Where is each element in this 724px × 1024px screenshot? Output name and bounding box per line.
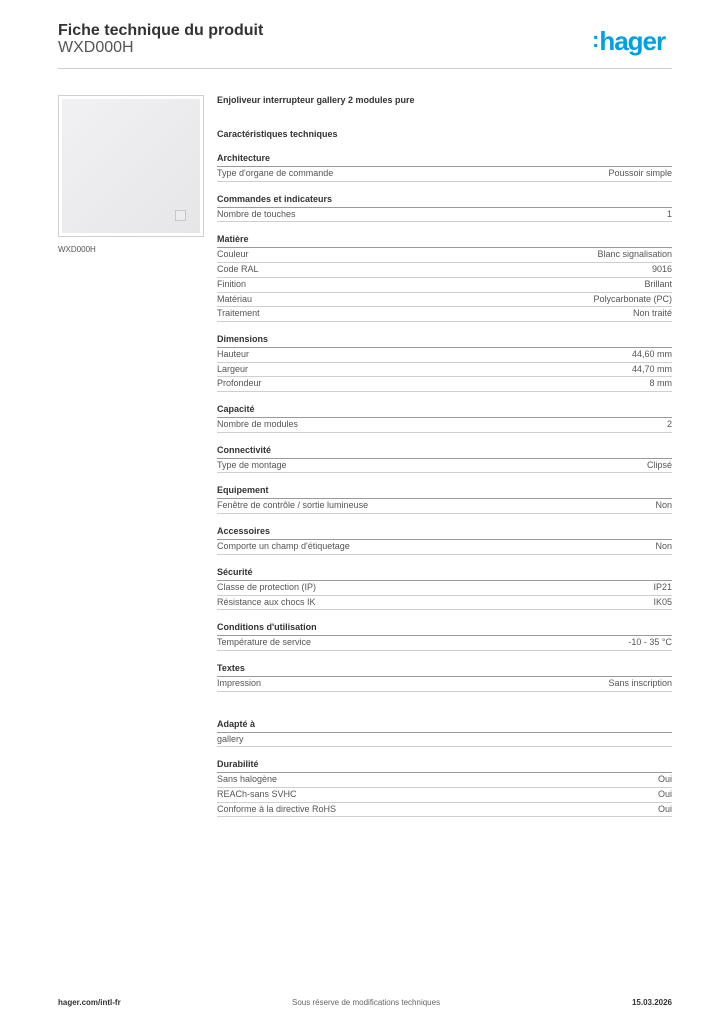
hager-logo: :hager xyxy=(592,26,666,56)
spec-value: 9016 xyxy=(651,264,672,275)
spec-value: IP21 xyxy=(653,581,672,592)
section-spacer xyxy=(217,703,672,718)
section-title: Accessoires xyxy=(217,525,672,540)
spec-section xyxy=(217,484,672,514)
spec-section xyxy=(217,233,672,322)
spec-section xyxy=(217,758,672,817)
spec-value: Oui xyxy=(657,774,672,785)
spec-section xyxy=(217,566,672,610)
spec-value: Sans inscription xyxy=(608,677,672,688)
spec-label: Sans halogène xyxy=(217,774,278,785)
spec-section xyxy=(217,403,672,433)
spec-row xyxy=(217,263,672,278)
section-title: Commandes et indicateurs xyxy=(217,193,672,208)
spec-value: Clipsé xyxy=(646,459,672,470)
spec-label: Conforme à la directive RoHS xyxy=(217,803,337,814)
section-title: Sécurité xyxy=(217,566,672,581)
spec-row xyxy=(217,293,672,308)
spec-value: Non xyxy=(655,500,672,511)
section-title: Conditions d'utilisation xyxy=(217,621,672,636)
spec-section xyxy=(217,621,672,651)
spec-row xyxy=(217,499,672,514)
spec-row xyxy=(217,278,672,293)
spec-row xyxy=(217,348,672,363)
spec-section xyxy=(217,718,672,748)
spec-value: IK05 xyxy=(653,596,672,607)
section-title: Matière xyxy=(217,233,672,248)
spec-row xyxy=(217,773,672,788)
section-title: Architecture xyxy=(217,152,672,167)
spec-label: Classe de protection (IP) xyxy=(217,581,317,592)
spec-value: Polycarbonate (PC) xyxy=(593,293,672,304)
spec-value: Non traité xyxy=(632,308,672,319)
spec-value: Oui xyxy=(657,789,672,800)
spec-label: Couleur xyxy=(217,249,249,260)
spec-section xyxy=(217,525,672,555)
spec-label: Fenêtre de contrôle / sortie lumineuse xyxy=(217,500,369,511)
spec-value: 8 mm xyxy=(649,378,672,389)
footer-website[interactable]: hager.com/intl-fr xyxy=(58,998,121,1007)
product-image xyxy=(58,95,204,237)
spec-row xyxy=(217,377,672,392)
spec-row xyxy=(217,459,672,474)
product-name: Enjoliveur interrupteur gallery 2 modules pure xyxy=(217,95,415,105)
spec-value: 44,60 mm xyxy=(631,348,672,359)
spec-label: Type d'organe de commande xyxy=(217,168,334,178)
spec-row xyxy=(217,581,672,596)
spec-value: -10 - 35 °C xyxy=(628,637,672,648)
spec-value: Poussoir simple xyxy=(608,168,672,178)
product-image-plate xyxy=(62,99,200,233)
spec-row xyxy=(217,208,672,223)
spec-content xyxy=(217,95,672,828)
spec-label: Traitement xyxy=(217,308,260,319)
product-reference: WXD000H xyxy=(58,39,134,56)
spec-value: 1 xyxy=(666,208,672,219)
spec-value: Blanc signalisation xyxy=(597,249,672,260)
spec-value: Brillant xyxy=(644,278,672,289)
spec-label: Résistance aux chocs IK xyxy=(217,596,316,607)
spec-label: gallery xyxy=(217,733,244,744)
spec-value: 2 xyxy=(666,419,672,430)
footer-notice: Sous réserve de modifications techniques xyxy=(292,998,441,1007)
spec-row xyxy=(217,248,672,263)
spec-value: Non xyxy=(655,541,672,552)
spec-row xyxy=(217,418,672,433)
spec-section xyxy=(217,193,672,223)
spec-label: Type de montage xyxy=(217,459,287,470)
spec-row xyxy=(217,596,672,611)
spec-label: Code RAL xyxy=(217,264,259,275)
spec-value: 44,70 mm xyxy=(631,363,672,374)
section-title: Dimensions xyxy=(217,333,672,348)
spec-label: Comporte un champ d'étiquetage xyxy=(217,541,350,552)
spec-row xyxy=(217,167,672,182)
footer-date: 15.03.2026 xyxy=(631,998,672,1007)
spec-label: Nombre de touches xyxy=(217,208,296,219)
section-title: Textes xyxy=(217,662,672,677)
spec-label: Hauteur xyxy=(217,348,250,359)
section-title: Durabilité xyxy=(217,758,672,773)
spec-row xyxy=(217,733,672,748)
spec-label: Profondeur xyxy=(217,378,262,389)
spec-label: Température de service xyxy=(217,637,312,648)
spec-value: Oui xyxy=(657,803,672,814)
spec-sections xyxy=(217,152,672,692)
spec-row xyxy=(217,307,672,322)
spec-row xyxy=(217,540,672,555)
spec-section xyxy=(217,152,672,182)
page-title: Fiche technique du produit xyxy=(58,22,264,39)
product-image-caption: WXD000H xyxy=(58,245,96,254)
product-image-key xyxy=(175,210,186,221)
spec-label: Largeur xyxy=(217,363,249,374)
spec-row xyxy=(217,803,672,818)
header-divider xyxy=(58,68,672,69)
spec-section xyxy=(217,662,672,692)
section-title: Connectivité xyxy=(217,444,672,459)
section-title: Equipement xyxy=(217,484,672,499)
spec-label: Finition xyxy=(217,278,247,289)
spec-label: Impression xyxy=(217,677,262,688)
spec-label: Nombre de modules xyxy=(217,419,299,430)
extra-sections xyxy=(217,718,672,818)
spec-label: Matériau xyxy=(217,293,253,304)
section-title: Adapté à xyxy=(217,718,672,733)
spec-section xyxy=(217,444,672,474)
spec-row xyxy=(217,636,672,651)
section-title: Capacité xyxy=(217,403,672,418)
specs-heading: Caractéristiques techniques xyxy=(217,129,338,139)
spec-row xyxy=(217,677,672,692)
spec-section xyxy=(217,333,672,392)
spec-label: REACh-sans SVHC xyxy=(217,789,297,800)
spec-row xyxy=(217,363,672,378)
spec-row xyxy=(217,788,672,803)
